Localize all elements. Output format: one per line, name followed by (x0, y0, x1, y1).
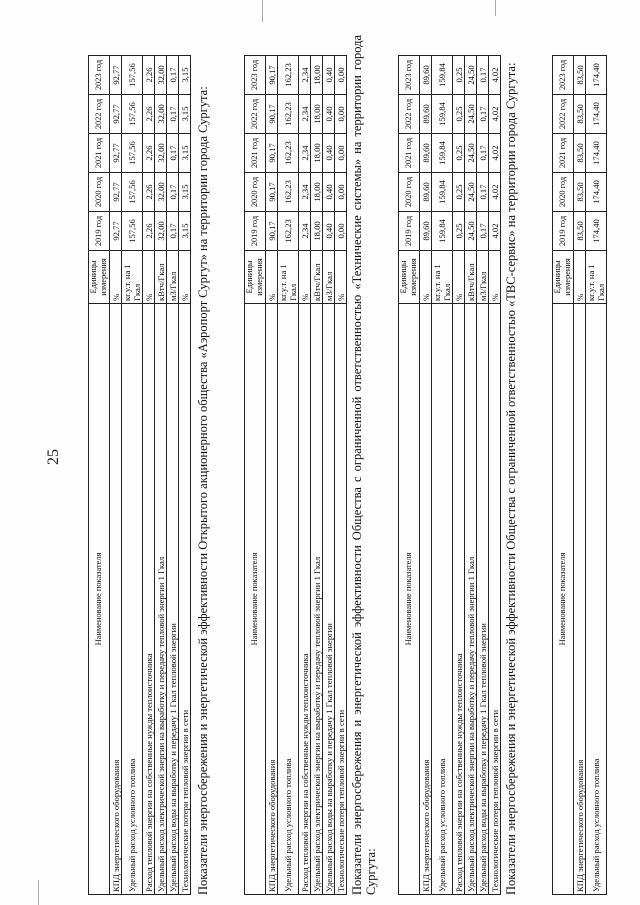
year-header: 2019 год (553, 212, 574, 251)
indicator-value: 2,26 (143, 173, 155, 212)
indicator-value: 0,17 (477, 95, 489, 134)
indicator-value: 89,60 (420, 56, 432, 95)
indicator-value: 3,15 (179, 173, 191, 212)
indicator-value: 90,17 (266, 134, 278, 173)
indicator-value: 0,17 (477, 212, 489, 251)
indicator-value: 0,00 (335, 56, 347, 95)
indicator-value: 89,60 (420, 134, 432, 173)
indicator-value: 0,00 (335, 95, 347, 134)
indicator-value: 4,02 (489, 173, 501, 212)
indicator-value: 83,50 (574, 95, 586, 134)
indicator-value: 2,34 (299, 95, 311, 134)
table-caption: Показатели энергосбережения и энергетической эффективности Открытого акционерного общества «Аэропорт Сургут» на территории города Сургута: (196, 86, 210, 895)
indicator-name: Технологические потери тепловой энергии в сети (335, 304, 347, 895)
indicator-value: 0,00 (335, 173, 347, 212)
indicator-value: 0,17 (167, 95, 179, 134)
year-header: 2023 год (553, 56, 574, 95)
indicator-value: 2,34 (299, 134, 311, 173)
indicator-value: 174,40 (586, 173, 607, 212)
indicator-value: 89,60 (420, 95, 432, 134)
units-header: Единицы измерения (89, 251, 110, 304)
indicator-value: 24,50 (465, 95, 477, 134)
indicator-table (244, 55, 347, 895)
table-header-row (399, 56, 420, 895)
indicator-value: 4,02 (489, 95, 501, 134)
year-header: 2023 год (245, 56, 266, 95)
indicator-value: 2,26 (143, 212, 155, 251)
indicator-value: 157,56 (122, 212, 143, 251)
indicator-unit: % (266, 251, 278, 304)
indicator-value: 18,00 (311, 173, 323, 212)
indicator-unit: кВтч/Гкал (155, 251, 167, 304)
indicator-unit: % (574, 251, 586, 304)
indicator-unit: кг.у.т. на 1 Гкал (432, 251, 453, 304)
indicator-value: 174,40 (586, 134, 607, 173)
indicator-name: КПД энергетического оборудования (574, 304, 586, 895)
indicator-value: 159,84 (432, 212, 453, 251)
table-row (489, 56, 501, 895)
indicator-value: 157,56 (122, 173, 143, 212)
indicator-value: 0,17 (167, 212, 179, 251)
table-row (323, 56, 335, 895)
year-header: 2020 год (553, 173, 574, 212)
indicator-value: 89,60 (420, 173, 432, 212)
indicator-name: Технологические потери тепловой энергии в сети (489, 304, 501, 895)
indicator-unit: кг.у.т. на 1 Гкал (278, 251, 299, 304)
table-row (335, 56, 347, 895)
indicator-value: 32,00 (155, 56, 167, 95)
table-header-row (553, 56, 574, 895)
indicator-value: 24,50 (465, 212, 477, 251)
indicator-value: 92,77 (110, 134, 122, 173)
table-row (122, 56, 143, 895)
indicator-name: КПД энергетического оборудования (420, 304, 432, 895)
indicator-name: Удельный расход условного топлива (122, 304, 143, 895)
indicator-value: 3,15 (179, 212, 191, 251)
year-header: 2019 год (399, 212, 420, 251)
indicator-value: 162,23 (278, 134, 299, 173)
indicator-value: 92,77 (110, 173, 122, 212)
table-row (586, 56, 607, 895)
indicator-value: 174,40 (586, 95, 607, 134)
indicator-value: 83,50 (574, 212, 586, 251)
table-row (110, 56, 122, 895)
indicator-name: Расход тепловой энергии на собственные нужды теплоисточника (143, 304, 155, 895)
year-header: 2023 год (399, 56, 420, 95)
table-row (453, 56, 465, 895)
indicator-name: Удельный расход электрической энергии на выработку и передачу тепловой энергии 1 Гкал (155, 304, 167, 895)
year-header: 2021 год (89, 134, 110, 173)
indicator-name: КПД энергетического оборудования (266, 304, 278, 895)
table-row (299, 56, 311, 895)
indicator-name: Удельный расход воды на выработку и передачу 1 Гкал тепловой энергии (323, 304, 335, 895)
indicator-value: 90,17 (266, 56, 278, 95)
year-header: 2019 год (245, 212, 266, 251)
indicator-name: Расход тепловой энергии на собственные нужды теплоисточника (299, 304, 311, 895)
indicator-value: 0,25 (453, 56, 465, 95)
indicator-value: 32,00 (155, 212, 167, 251)
indicator-value: 18,00 (311, 212, 323, 251)
indicator-unit: % (453, 251, 465, 304)
page-number: 25 (45, 449, 62, 465)
indicator-value: 90,17 (266, 173, 278, 212)
indicator-unit: % (110, 251, 122, 304)
indicator-value: 24,50 (465, 134, 477, 173)
indicator-value: 0,17 (167, 56, 179, 95)
indicator-unit: кг.у.т. на 1 Гкал (122, 251, 143, 304)
indicator-value: 24,50 (465, 173, 477, 212)
indicator-value: 4,02 (489, 56, 501, 95)
year-header: 2021 год (245, 134, 266, 173)
indicator-value: 157,56 (122, 95, 143, 134)
table-caption: Показатели энергосбережения и энергетической эффективности Общества с ограниченной ответственностью «ТВС-сервис» на территории города Сургута: (504, 62, 518, 895)
year-header: 2023 год (89, 56, 110, 95)
indicator-name: КПД энергетического оборудования (110, 304, 122, 895)
units-header: Единицы измерения (553, 251, 574, 304)
table-header-row (245, 56, 266, 895)
table-row (311, 56, 323, 895)
indicator-table (552, 55, 607, 895)
indicator-value: 0,25 (453, 95, 465, 134)
table-row (574, 56, 586, 895)
indicator-value: 162,23 (278, 56, 299, 95)
indicator-value: 0,17 (477, 56, 489, 95)
table-row (155, 56, 167, 895)
year-header: 2022 год (399, 95, 420, 134)
units-header: Единицы измерения (399, 251, 420, 304)
indicator-value: 32,00 (155, 173, 167, 212)
table-row (420, 56, 432, 895)
indicator-value: 4,02 (489, 134, 501, 173)
indicator-unit: м3/Гкал (323, 251, 335, 304)
indicator-value: 2,34 (299, 56, 311, 95)
indicator-value: 4,02 (489, 212, 501, 251)
indicator-unit: кВтч/Гкал (465, 251, 477, 304)
table-row (432, 56, 453, 895)
indicator-value: 0,25 (453, 134, 465, 173)
indicator-value: 3,15 (179, 95, 191, 134)
indicator-unit: % (489, 251, 501, 304)
indicator-value: 0,40 (323, 212, 335, 251)
indicator-value: 92,77 (110, 212, 122, 251)
year-header: 2020 год (399, 173, 420, 212)
indicator-name: Удельный расход условного топлива (586, 304, 607, 895)
indicator-name: Технологические потери тепловой энергии в сети (179, 304, 191, 895)
indicator-value: 18,00 (311, 56, 323, 95)
indicator-value: 83,50 (574, 173, 586, 212)
table-caption: Показатели энергосбережения и энергетической эффективности Общества с ограниченной ответственностью «Технические системы» на территории города Сургута: (350, 35, 378, 895)
indicator-unit: % (299, 251, 311, 304)
table-row (465, 56, 477, 895)
indicator-value: 32,00 (155, 95, 167, 134)
indicator-value: 90,17 (266, 95, 278, 134)
indicator-value: 157,56 (122, 56, 143, 95)
indicator-value: 0,17 (477, 173, 489, 212)
indicator-name: Удельный расход воды на выработку и передачу 1 Гкал тепловой энергии (167, 304, 179, 895)
indicator-value: 0,17 (167, 134, 179, 173)
indicator-value: 83,50 (574, 134, 586, 173)
indicator-value: 0,00 (335, 134, 347, 173)
indicator-value: 24,50 (465, 56, 477, 95)
year-header: 2020 год (245, 173, 266, 212)
indicator-value: 0,40 (323, 56, 335, 95)
indicator-value: 92,77 (110, 95, 122, 134)
indicator-name: Удельный расход условного топлива (278, 304, 299, 895)
name-header: Наименование показателя (245, 304, 266, 895)
indicator-value: 0,40 (323, 134, 335, 173)
indicator-value: 0,40 (323, 95, 335, 134)
year-header: 2020 год (89, 173, 110, 212)
indicator-value: 3,15 (179, 56, 191, 95)
year-header: 2019 год (89, 212, 110, 251)
year-header: 2022 год (89, 95, 110, 134)
indicator-unit: кг.у.т. на 1 Гкал (586, 251, 607, 304)
indicator-value: 174,40 (586, 212, 607, 251)
indicator-value: 159,84 (432, 134, 453, 173)
indicator-name: Удельный расход электрической энергии на выработку и передачу тепловой энергии 1 Гкал (311, 304, 323, 895)
indicator-value: 18,00 (311, 95, 323, 134)
indicator-value: 0,00 (335, 212, 347, 251)
indicator-value: 90,17 (266, 212, 278, 251)
table-row (167, 56, 179, 895)
indicator-value: 157,56 (122, 134, 143, 173)
indicator-name: Удельный расход условного топлива (432, 304, 453, 895)
table-row (179, 56, 191, 895)
indicator-unit: % (143, 251, 155, 304)
indicator-value: 83,50 (574, 56, 586, 95)
indicator-value: 92,77 (110, 56, 122, 95)
indicator-value: 0,17 (167, 173, 179, 212)
table-row (477, 56, 489, 895)
indicator-value: 2,26 (143, 56, 155, 95)
indicator-value: 162,23 (278, 95, 299, 134)
name-header: Наименование показателя (89, 304, 110, 895)
indicator-value: 159,84 (432, 56, 453, 95)
indicator-value: 162,23 (278, 173, 299, 212)
indicator-unit: % (179, 251, 191, 304)
indicator-value: 32,00 (155, 134, 167, 173)
indicator-unit: кВтч/Гкал (311, 251, 323, 304)
indicator-name: Расход тепловой энергии на собственные нужды теплоисточника (453, 304, 465, 895)
indicator-value: 2,26 (143, 95, 155, 134)
indicator-table (398, 55, 501, 895)
indicator-value: 0,17 (477, 134, 489, 173)
indicator-value: 162,23 (278, 212, 299, 251)
name-header: Наименование показателя (399, 304, 420, 895)
indicator-value: 0,25 (453, 212, 465, 251)
indicator-value: 159,84 (432, 173, 453, 212)
units-header: Единицы измерения (245, 251, 266, 304)
indicator-name: Удельный расход воды на выработку и передачу 1 Гкал тепловой энергии (477, 304, 489, 895)
table-header-row (89, 56, 110, 895)
table-row (266, 56, 278, 895)
table-row (278, 56, 299, 895)
name-header: Наименование показателя (553, 304, 574, 895)
indicator-value: 3,15 (179, 134, 191, 173)
indicator-value: 18,00 (311, 134, 323, 173)
table-row (143, 56, 155, 895)
indicator-table (88, 55, 191, 895)
indicator-value: 2,34 (299, 173, 311, 212)
indicator-unit: % (420, 251, 432, 304)
indicator-unit: м3/Гкал (477, 251, 489, 304)
indicator-value: 159,84 (432, 95, 453, 134)
year-header: 2022 год (553, 95, 574, 134)
indicator-value: 0,25 (453, 173, 465, 212)
indicator-unit: % (335, 251, 347, 304)
year-header: 2021 год (553, 134, 574, 173)
indicator-value: 174,40 (586, 56, 607, 95)
indicator-value: 2,26 (143, 134, 155, 173)
indicator-value: 0,40 (323, 173, 335, 212)
indicator-value: 2,34 (299, 212, 311, 251)
year-header: 2021 год (399, 134, 420, 173)
indicator-name: Удельный расход электрической энергии на выработку и передачу тепловой энергии 1 Гкал (465, 304, 477, 895)
year-header: 2022 год (245, 95, 266, 134)
indicator-unit: м3/Гкал (167, 251, 179, 304)
indicator-value: 89,60 (420, 212, 432, 251)
